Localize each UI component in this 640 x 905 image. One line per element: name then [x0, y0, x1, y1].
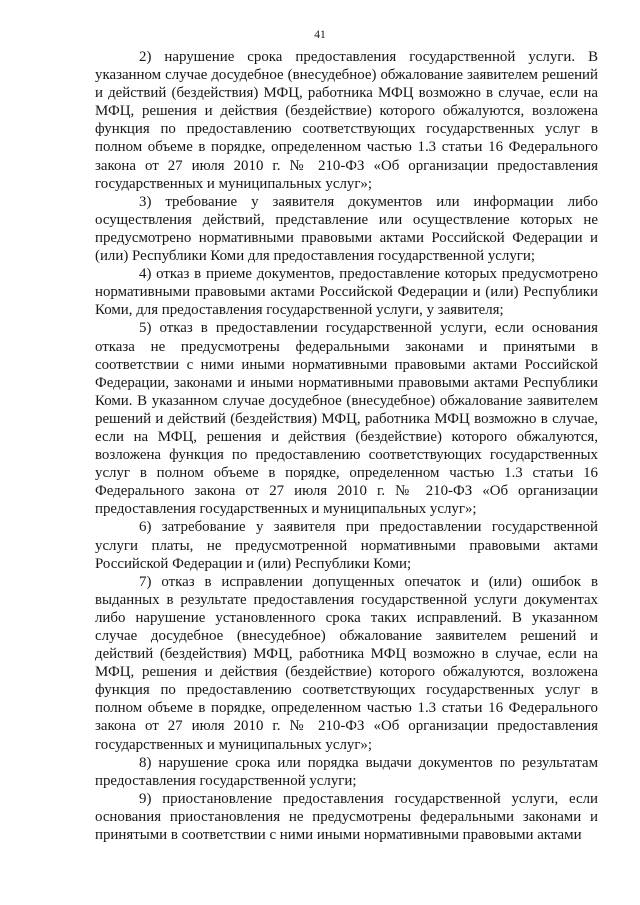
paragraph-item-7: 7) отказ в исправлении допущенных опечаток и (или) ошибок в выданных в результате предоставления государственной услуги документах либо нарушение установленного срока таких исправлений. В указанном случае досудебное (внесудебное) обжалование заявителем решений и действий (бездействия) МФЦ, работника МФЦ возможно в случае, если на МФЦ, решения и действия (бездействие) которого обжалуются, возложена функция по предоставлению соответствующих государственных услуг в полном объеме в порядке, определенном частью 1.3 статьи 16 Федерального закона от 27 июля 2010 г. № 210-ФЗ «Об организации предоставления государственных и муниципальных услуг»; — [95, 573, 598, 753]
paragraph-item-6: 6) затребование у заявителя при предоставлении государственной услуги платы, не предусмотренной нормативными правовыми актами Российской Федерации и (или) Республики Коми; — [95, 519, 598, 572]
paragraph-item-4: 4) отказ в приеме документов, предоставление которых предусмотрено нормативными правовыми актами Российской Федерации и (или) Республики Коми, для предоставления государственной услуги, у заявителя; — [95, 266, 598, 319]
paragraph-item-3: 3) требование у заявителя документов или информации либо осуществления действий, представление или осуществление которых не предусмотрено нормативными правовыми актами Российской Федерации и (или) Республики Коми для предоставления государственной услуги; — [95, 193, 598, 265]
paragraph-item-2: 2) нарушение срока предоставления государственной услуги. В указанном случае досудебное (внесудебное) обжалование заявителем решений и действий (бездействия) МФЦ, работника МФЦ возможно в случае, если на МФЦ, решения и действия (бездействие) которого обжалуются, возложена функция по предоставлению соответствующих государственных услуг в полном объеме в порядке, определенном частью 1.3 статьи 16 Федерального закона от 27 июля 2010 г. № 210-ФЗ «Об организации предоставления государственных и муниципальных услуг»; — [95, 49, 598, 192]
paragraph-item-5: 5) отказ в предоставлении государственной услуги, если основания отказа не предусмотрены федеральными законами и принятыми в соответствии с ними иными нормативными правовыми актами Российской Федерации, законами и иными нормативными правовыми актами Республики Коми. В указанном случае досудебное (внесудебное) обжалование заявителем решений и действий (бездействия) МФЦ, работника МФЦ возможно в случае, если на МФЦ, решения и действия (бездействие) которого обжалуются, возложена функция по предоставлению соответствующих государственных услуг в полном объеме в порядке, определенном частью 1.3 статьи 16 Федерального закона от 27 июля 2010 г. № 210-ФЗ «Об организации предоставления государственных и муниципальных услуг»; — [95, 320, 598, 518]
document-body — [95, 48, 598, 844]
paragraph-item-9: 9) приостановление предоставления государственной услуги, если основания приостановления не предусмотрены федеральными законами и принятыми в соответствии с ними иными нормативными правовыми актами — [95, 790, 598, 844]
paragraph-item-8: 8) нарушение срока или порядка выдачи документов по результатам предоставления государственной услуги; — [95, 754, 598, 789]
page-number: 41 — [314, 29, 326, 41]
